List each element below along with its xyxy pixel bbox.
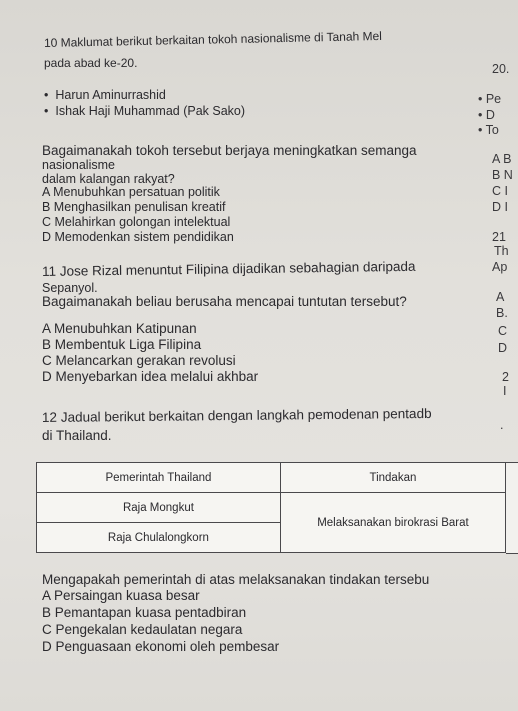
q10-question-line1: Bagaimanakah tokoh tersebut berjaya meningkatkan semanga — [42, 143, 417, 158]
q10-stem-line2: pada abad ke-20. — [44, 56, 138, 70]
q10-option-d: D Memodenkan sistem pendidikan — [42, 230, 234, 244]
q12-stem-line1: 12 Jadual berikut berkaitan dengan langkah pemodenan pentadb — [41, 405, 432, 425]
right-q22-fragment: I — [503, 384, 507, 398]
right-q21-option-d: D — [498, 341, 508, 355]
q12-question: Mengapakah pemerintah di atas melaksanakan tindakan tersebu — [42, 572, 430, 587]
q11-question: Bagaimanakah beliau berusaha mencapai tuntutan tersebut? — [42, 294, 407, 309]
q12-option-a: A Persaingan kuasa besar — [42, 588, 200, 603]
right-option-b: B N — [492, 168, 513, 182]
q10-bullet-2: • Ishak Haji Muhammad (Pak Sako) — [44, 104, 245, 118]
q11-stem-line2: Sepanyol. — [42, 281, 98, 295]
q10-option-c: C Melahirkan golongan intelektual — [42, 215, 231, 229]
q10-option-b: B Menghasilkan penulisan kreatif — [42, 200, 226, 214]
right-q21-option-a: A — [496, 290, 505, 304]
table-cell-tindakan: Melaksanakan birokrasi Barat — [280, 493, 505, 553]
right-q21-ap: Ap — [492, 260, 508, 274]
right-option-c: C I — [492, 184, 508, 198]
right-bullet-2: • D — [478, 108, 495, 122]
q10-bullet-1: • Harun Aminurrashid — [44, 88, 166, 102]
right-q21-th: Th — [494, 244, 509, 258]
right-bullet-1: • Pe — [478, 92, 502, 106]
q12-option-b: B Pemantapan kuasa pentadbiran — [42, 605, 247, 620]
table-cell-raja-mongkut: Raja Mongkut — [37, 493, 281, 523]
q10-question-line2: nasionalisme — [42, 158, 115, 172]
right-q21-option-c: C — [498, 324, 508, 338]
right-q21-number: 21 — [492, 230, 506, 244]
q12-table — [36, 462, 506, 553]
q11-option-a: A Menubuhkan Katipunan — [42, 321, 197, 336]
q12-stem-line2: di Thailand. — [42, 428, 112, 443]
q10-question-line3: dalam kalangan rakyat? — [42, 172, 175, 186]
right-q21-option-b: B. — [496, 306, 508, 320]
q10-stem-line1: 10 Maklumat berikut berkaitan tokoh nasionalisme di Tanah Mel — [43, 28, 383, 50]
right-q22-number: 2 — [502, 370, 509, 384]
q11-option-c: C Melancarkan gerakan revolusi — [42, 353, 236, 368]
table-header-tindakan: Tindakan — [280, 463, 505, 493]
right-q20-number: 20. — [492, 62, 510, 76]
q11-option-b: B Membentuk Liga Filipina — [42, 337, 202, 352]
right-bullet-3: • To — [478, 123, 499, 137]
q11-stem-line1: 11 Jose Rizal menuntut Filipina dijadikan sebahagian daripada — [41, 258, 416, 279]
q12-option-d: D Penguasaan ekonomi oleh pembesar — [42, 639, 280, 654]
table-cell-raja-chulalongkorn: Raja Chulalongkorn — [37, 523, 281, 553]
right-option-ab: A B — [492, 152, 512, 166]
q12-option-c: C Pengekalan kedaulatan negara — [42, 622, 243, 637]
right-option-d: D I — [492, 200, 508, 214]
q10-option-a: A Menubuhkan persatuan politik — [42, 185, 220, 199]
right-dot: . — [500, 418, 504, 432]
table-edge — [506, 462, 518, 554]
table-header-pemerintah: Pemerintah Thailand — [37, 463, 281, 493]
q11-option-d: D Menyebarkan idea melalui akhbar — [42, 369, 259, 384]
